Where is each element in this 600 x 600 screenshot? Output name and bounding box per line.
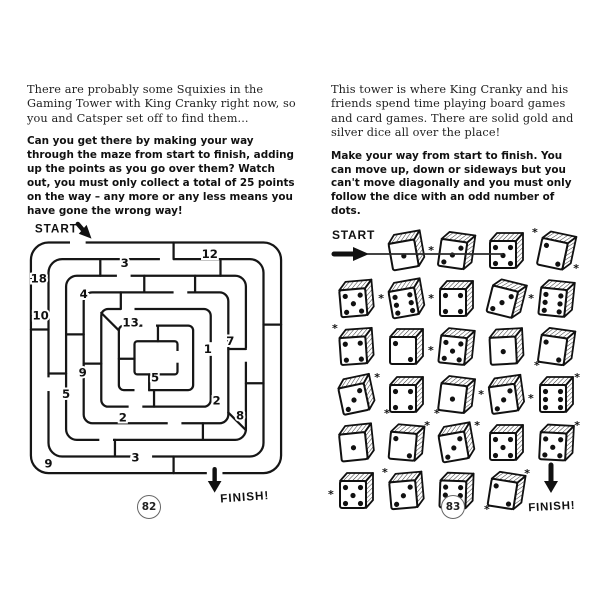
sparkle-icon: * <box>534 358 540 372</box>
dice-row <box>331 419 581 467</box>
maze-point-value: 10 <box>32 309 49 324</box>
sparkle-icon: * <box>428 343 434 357</box>
maze-point-value: 3 <box>120 256 129 271</box>
dice-row <box>331 275 581 323</box>
die-3-icon <box>333 372 379 418</box>
die-cell <box>481 323 531 371</box>
left-instruction-text: Can you get there by making your way through the maze from start to finish, adding up the points as you go over them? Watch out, you must only collect a total of 25 points on the way – any more or any less means you have gone the wrong way! <box>27 135 295 217</box>
sparkle-icon: * <box>478 388 484 402</box>
die-cell <box>481 227 531 275</box>
die-3-icon <box>433 420 479 466</box>
sparkle-icon: * <box>574 418 580 432</box>
die-cell <box>531 227 581 275</box>
sparkle-icon: * <box>428 292 434 306</box>
empty-cell <box>531 467 581 515</box>
maze-numbers <box>31 247 245 470</box>
die-cell <box>431 227 481 275</box>
sparkle-icon: * <box>382 465 388 479</box>
maze-start-label: START <box>34 223 78 237</box>
die-5-icon <box>483 420 529 466</box>
maze-point-value: 2 <box>212 394 221 409</box>
sparkle-icon: * <box>574 370 580 384</box>
dice-row <box>331 371 581 419</box>
die-6-icon <box>533 372 579 418</box>
dice-finish-label: FINISH! <box>527 499 576 515</box>
maze-point-value: 1 <box>203 342 212 357</box>
sparkle-icon: * <box>532 225 538 239</box>
die-1-icon <box>483 324 529 370</box>
sparkle-icon: * <box>428 244 434 258</box>
die-cell <box>531 419 581 467</box>
sparkle-icon: * <box>332 321 338 335</box>
die-cell <box>528 370 581 419</box>
die-cell <box>481 419 531 467</box>
left-intro-text: There are probably some Squixies in the Gaming Tower with King Cranky right now, so you and Catsper set off to find them... <box>27 83 296 125</box>
die-1-icon <box>383 228 429 274</box>
sparkle-icon: * <box>528 292 534 306</box>
die-cell <box>381 323 431 371</box>
maze-puzzle <box>27 221 285 510</box>
sparkle-icon: * <box>434 406 440 420</box>
die-5-icon <box>433 324 479 370</box>
die-cell <box>381 275 434 323</box>
sparkle-icon: * <box>378 292 384 306</box>
maze-point-value: 5 <box>62 387 71 402</box>
maze-point-value: 4 <box>79 287 88 302</box>
maze-point-value: 2 <box>118 410 127 425</box>
maze-svg <box>27 221 285 506</box>
dice-row <box>331 227 581 275</box>
maze-start-arrow-icon <box>78 224 92 239</box>
right-instruction-text: Make your way from start to finish. You can move up, down or sideways but you can't move diagonally and you must only follow the dice with an odd number of dots. <box>331 149 572 218</box>
die-2-icon <box>383 324 429 370</box>
die-4-icon <box>332 321 379 370</box>
die-5-icon <box>333 276 379 322</box>
die-cell <box>331 419 381 467</box>
sparkle-icon: * <box>384 406 390 420</box>
sparkle-icon: * <box>328 487 334 501</box>
sparkle-icon: * <box>424 418 430 432</box>
die-cell <box>381 227 434 275</box>
dice-grid <box>328 225 581 517</box>
die-5-icon <box>333 468 379 514</box>
die-cell <box>331 323 381 371</box>
die-cell <box>531 323 581 371</box>
die-5-icon <box>483 228 529 274</box>
die-5-icon <box>533 420 579 466</box>
dice-row <box>331 323 581 371</box>
die-cell <box>431 371 484 420</box>
die-cell <box>481 371 531 419</box>
maze-point-value: 12 <box>201 247 218 262</box>
maze-point-value: 8 <box>235 408 245 423</box>
maze-point-value: 18 <box>30 271 47 286</box>
die-2-icon <box>383 420 429 466</box>
die-cell <box>428 323 481 371</box>
die-2-icon <box>532 225 579 274</box>
die-cell <box>481 467 531 515</box>
page-number-badge-left: 82 <box>137 495 161 519</box>
die-1-icon <box>333 420 379 466</box>
die-cell <box>431 275 481 323</box>
die-cell <box>431 419 481 467</box>
sparkle-icon: * <box>474 418 480 432</box>
sparkle-icon: * <box>484 502 490 516</box>
maze-finish-label: FINISH! <box>219 489 270 506</box>
maze-point-value: 13 <box>122 315 139 330</box>
maze-point-value: 9 <box>44 456 53 471</box>
die-3-icon <box>483 276 529 322</box>
dice-start-label: START <box>332 227 376 242</box>
die-3-icon <box>382 465 429 514</box>
die-cell <box>381 467 431 515</box>
die-cell <box>381 419 431 467</box>
right-intro-text: This tower is where King Cranky and his friends spend time playing board games and card games. There are solid gold and silver dice all over the place! <box>331 83 574 140</box>
sparkle-icon: * <box>374 370 380 384</box>
die-cell <box>531 275 581 323</box>
maze-point-value: 5 <box>150 370 160 385</box>
sparkle-icon: * <box>524 466 530 480</box>
die-3-icon <box>433 228 479 274</box>
maze-point-value: 9 <box>78 365 87 380</box>
die-cell <box>328 467 381 515</box>
die-6-icon <box>383 276 429 322</box>
die-cell <box>381 371 431 419</box>
sparkle-icon: * <box>573 261 579 275</box>
die-cell <box>331 275 384 323</box>
left-page <box>27 83 300 511</box>
maze-point-value: 3 <box>131 450 140 465</box>
die-cell <box>481 275 534 323</box>
sparkle-icon: * <box>528 391 534 405</box>
empty-cell <box>331 227 381 275</box>
die-3-icon <box>483 372 529 418</box>
maze-point-value: 7 <box>226 334 235 349</box>
die-6-icon <box>533 276 579 322</box>
right-page <box>328 83 583 517</box>
page-number-badge-right: 83 <box>441 495 465 519</box>
die-4-icon <box>433 276 479 322</box>
die-cell <box>331 371 381 419</box>
